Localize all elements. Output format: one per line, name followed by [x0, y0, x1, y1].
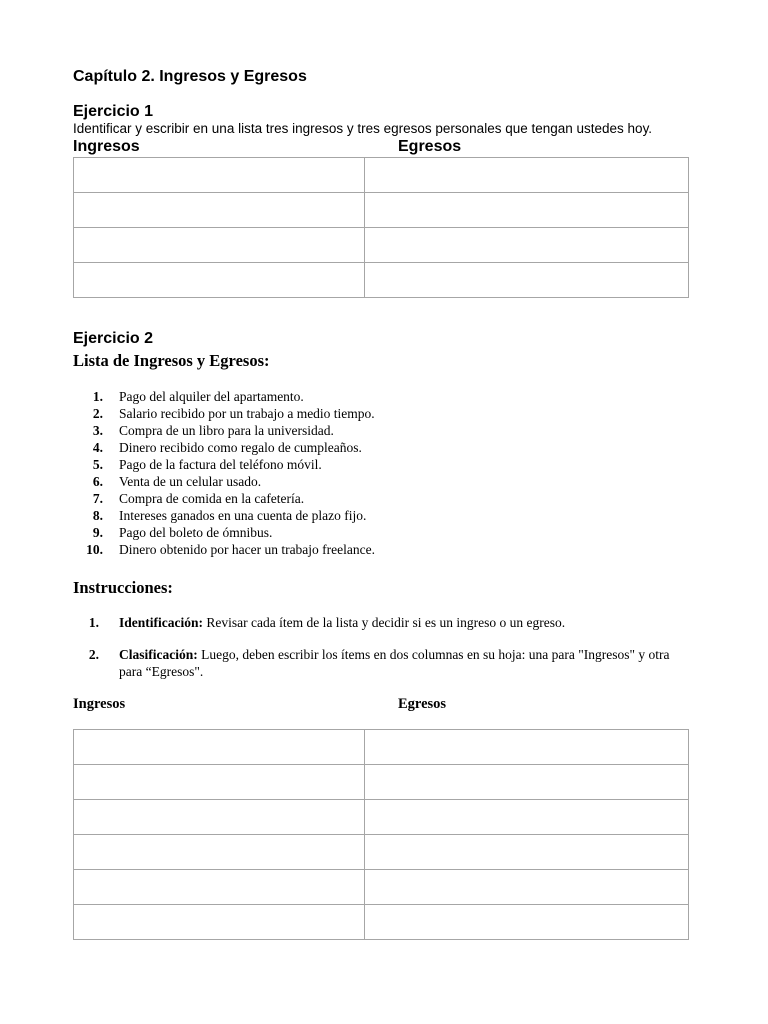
blank-cell-egresos[interactable] — [365, 158, 689, 193]
blank-cell-ingresos[interactable] — [74, 835, 365, 870]
list-item-number: 4. — [92, 440, 103, 455]
table-row — [74, 765, 689, 800]
blank-cell-ingresos[interactable] — [74, 730, 365, 765]
list-item-number: 1. — [92, 389, 103, 404]
table-row — [74, 193, 689, 228]
blank-cell-egresos[interactable] — [365, 835, 689, 870]
table-row — [74, 905, 689, 940]
blank-cell-egresos[interactable] — [365, 765, 689, 800]
list-item-number: 2. — [92, 406, 103, 421]
blank-cell-ingresos[interactable] — [74, 158, 365, 193]
list-item-text: Venta de un celular usado. — [119, 474, 262, 489]
exercise2-egresos-header: Egresos — [398, 696, 447, 712]
blank-cell-egresos[interactable] — [365, 263, 689, 298]
instruction-text: Luego, deben escribir los ítems en dos columnas en su hoja: una para "Ingresos" y otra para “Egresos". — [119, 647, 670, 679]
list-item-number: 10. — [86, 542, 103, 557]
exercise1-title: Ejercicio 1 — [73, 103, 154, 120]
list-item-number: 6. — [92, 474, 103, 489]
table-row — [74, 800, 689, 835]
blank-cell-egresos[interactable] — [365, 730, 689, 765]
exercise2-ingresos-header: Ingresos — [73, 696, 126, 712]
blank-cell-ingresos[interactable] — [74, 905, 365, 940]
blank-cell-ingresos[interactable] — [74, 193, 365, 228]
list-item-text: Pago del alquiler del apartamento. — [119, 389, 304, 404]
blank-cell-ingresos[interactable] — [74, 765, 365, 800]
table-row — [74, 870, 689, 905]
list-item-number: 5. — [92, 457, 103, 472]
list-item-text: Salario recibido por un trabajo a medio tiempo. — [119, 406, 375, 421]
blank-cell-egresos[interactable] — [365, 228, 689, 263]
list-item-number: 3. — [92, 423, 103, 438]
list-item-text: Intereses ganados en una cuenta de plazo fijo. — [119, 508, 367, 523]
table-row — [74, 228, 689, 263]
instructions-heading: Instrucciones: — [73, 578, 173, 597]
table-row — [74, 263, 689, 298]
table-row — [74, 158, 689, 193]
exercise2-table — [73, 729, 689, 940]
exercise1-instruction: Identificar y escribir en una lista tres ingresos y tres egresos personales que tengan ustedes hoy. — [73, 121, 653, 136]
list-item-number: 8. — [92, 508, 103, 523]
blank-cell-ingresos[interactable] — [74, 228, 365, 263]
blank-cell-ingresos[interactable] — [74, 870, 365, 905]
list-heading: Lista de Ingresos y Egresos: — [73, 351, 270, 370]
exercise1-table — [73, 157, 689, 298]
instruction-number: 2. — [88, 647, 99, 662]
list-item-text: Dinero obtenido por hacer un trabajo freelance. — [119, 542, 376, 557]
instruction-label: Identificación: — [119, 615, 203, 630]
list-item-number: 7. — [92, 491, 103, 506]
list-item-text: Dinero recibido como regalo de cumpleaños. — [119, 440, 362, 455]
blank-cell-egresos[interactable] — [365, 193, 689, 228]
list-item-text: Pago del boleto de ómnibus. — [119, 525, 273, 540]
list-item-number: 9. — [92, 525, 103, 540]
list-item-text: Pago de la factura del teléfono móvil. — [119, 457, 322, 472]
list-item-text: Compra de comida en la cafetería. — [119, 491, 305, 506]
page-title: Capítulo 2. Ingresos y Egresos — [73, 68, 307, 85]
exercise1-ingresos-header: Ingresos — [73, 138, 140, 155]
instruction-text: Revisar cada ítem de la lista y decidir si es un ingreso o un egreso. — [203, 615, 566, 630]
blank-cell-ingresos[interactable] — [74, 800, 365, 835]
exercise2-title: Ejercicio 2 — [73, 330, 154, 347]
blank-cell-egresos[interactable] — [365, 905, 689, 940]
list-item-text: Compra de un libro para la universidad. — [119, 423, 334, 438]
table-row — [74, 835, 689, 870]
blank-cell-ingresos[interactable] — [74, 263, 365, 298]
exercise1-egresos-header: Egresos — [398, 138, 462, 155]
instruction-number: 1. — [88, 615, 99, 630]
blank-cell-egresos[interactable] — [365, 870, 689, 905]
table-row — [74, 730, 689, 765]
instruction-label: Clasificación: — [119, 647, 198, 662]
blank-cell-egresos[interactable] — [365, 800, 689, 835]
